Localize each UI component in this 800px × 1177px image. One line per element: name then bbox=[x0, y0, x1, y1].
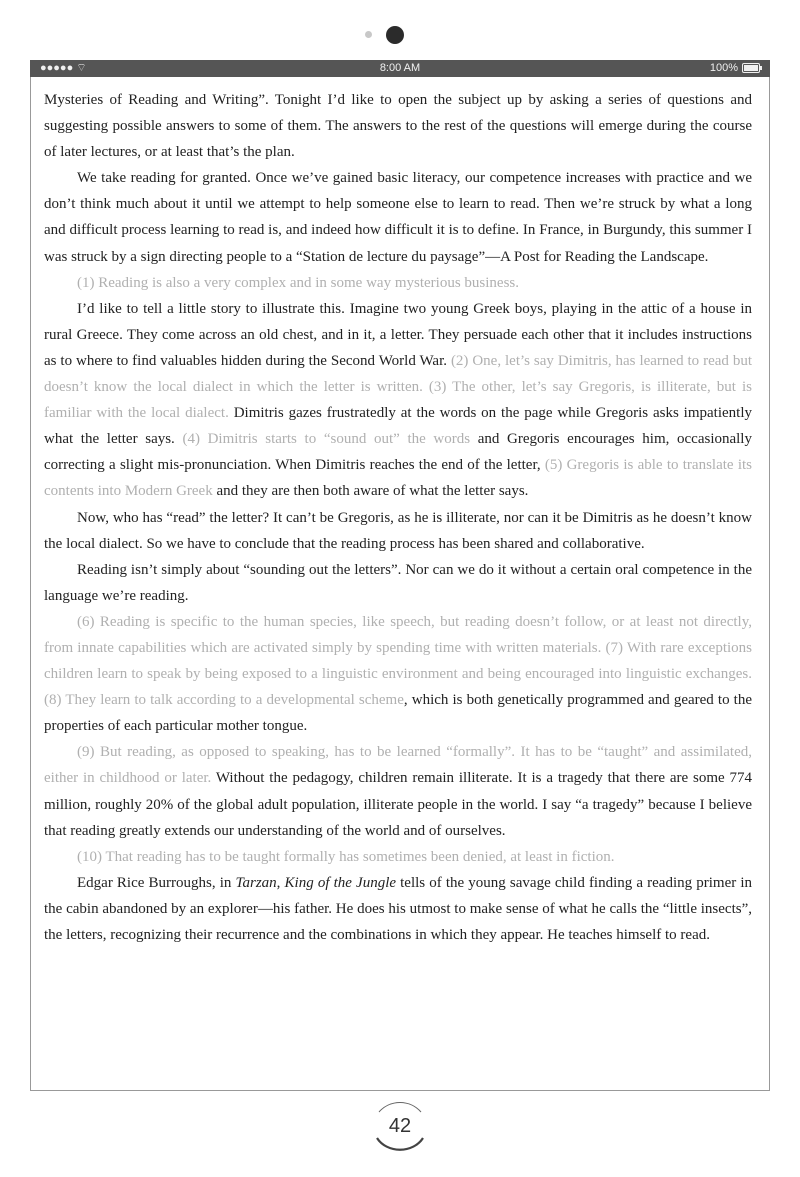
page-indicator-dots bbox=[0, 24, 800, 46]
faded-sentence: (10) That reading has to be taught formally has sometimes been denied, at least in fiction. bbox=[77, 848, 615, 865]
faded-sentence: (1) Reading is also a very complex and in some way mysterious business. bbox=[77, 274, 520, 291]
battery-status bbox=[710, 62, 760, 74]
page-dot-inactive[interactable] bbox=[365, 31, 372, 38]
signal-strength: ●●●●● bbox=[40, 62, 74, 74]
book-title: Tarzan bbox=[235, 874, 277, 891]
paragraph bbox=[44, 739, 752, 843]
faded-sentence: (2) One, let’s say Dimitris, has learned to read but doesn’t know the local dialect in which the letter is written. (3) The other, let’s say Gregoris, is illiterate, but is familiar with the local dialect. bbox=[44, 352, 752, 422]
text-segment: and they are then both aware of what the letter says. bbox=[212, 483, 529, 500]
status-bar bbox=[30, 60, 770, 77]
battery-icon bbox=[742, 63, 760, 73]
text-segment: and Gregoris encourages him, occasionally correcting a slight mis-pronunciation. When Dimitris reaches the end of the letter, bbox=[44, 431, 752, 474]
page-dot-active[interactable] bbox=[386, 26, 404, 44]
wifi-icon: ⌔ bbox=[76, 62, 87, 74]
text-segment: We take reading for granted. Once we’ve gained basic literacy, our competence increases with practice and we don’t think much about it until we attempt to help someone else to learn to read. Then we’re struck by what a long and difficult process learning to read is, and indeed how difficult it is to define. In France, in Burgundy, this summer I was struck by a sign directing people to a “Station de lecture du paysage”—A Post for Reading the Landscape. bbox=[44, 170, 752, 265]
paragraph bbox=[44, 609, 752, 739]
faded-sentence: (5) Gregoris is able to translate its contents into Modern Greek bbox=[44, 457, 752, 500]
faded-sentence: (6) Reading is specific to the human species, like speech, but reading doesn’t follow, or at least not directly, from innate capabilities which are activated simply by spending time with written materials. (7) With rare exceptions children learn to speak by being exposed to a linguistic environment and being encouraged into linguistic exchanges. (8) They learn to talk according to a developmental scheme bbox=[44, 613, 752, 709]
paragraph bbox=[44, 270, 752, 296]
text-segment: Dimitris gazes frustratedly at the words on the page while Gregoris asks impatiently what the letter says. bbox=[44, 405, 752, 448]
paragraph bbox=[44, 557, 752, 609]
battery-percent: 100% bbox=[709, 62, 738, 74]
paragraph bbox=[44, 505, 752, 557]
text-segment: tells of the young savage child finding a reading primer in the cabin abandoned by an explorer—his father. He does his utmost to make sense of what he calls the “little insects”, the letters, recognizing their recurrence and the combinations in which they appear. He teaches himself to read. bbox=[44, 874, 753, 943]
text-segment: Without the pedagogy, children remain illiterate. It is a tragedy that there are some 774 million, roughly 20% of the global adult population, illiterate people in the world. I say “a tragedy” because I believe that reading greatly extends our understanding of the world and of ourselves. bbox=[44, 770, 753, 839]
paragraph bbox=[44, 165, 752, 269]
text-segment: Now, who has “read” the letter? It can’t be Gregoris, as he is illiterate, nor can it be Dimitris as he doesn’t know the local dialect. So we have to conclude that the reading process has been shared and collaborative. bbox=[44, 509, 752, 552]
text-segment: Edgar Rice Burroughs, in bbox=[77, 874, 236, 891]
paragraph bbox=[44, 870, 752, 948]
text-segment: I’d like to tell a little story to illustrate this. Imagine two young Greek boys, playing in the attic of a house in rural Greece. They come across an old chest, and in it, a letter. They persuade each other that it includes instructions as to where to find valuables hidden during the Second World War. bbox=[44, 300, 752, 369]
page-number-badge bbox=[373, 1098, 427, 1156]
paragraph bbox=[44, 87, 752, 165]
text-segment: Mysteries of Reading and Writing”. Tonight I’d like to open the subject up by asking a series of questions and suggesting possible answers to some of them. The answers to the rest of the questions will emerge during the course of later lectures, or at least that’s the plan. bbox=[44, 92, 752, 161]
page-number: 42 bbox=[388, 1115, 412, 1137]
faded-sentence: (4) Dimitris starts to “sound out” the words bbox=[182, 431, 471, 448]
book-title: King of the Jungle bbox=[284, 874, 397, 891]
paragraph bbox=[44, 296, 752, 505]
text-segment: , bbox=[276, 874, 285, 891]
status-time: 8:00 AM bbox=[379, 62, 421, 74]
faded-sentence: (9) But reading, as opposed to speaking, has to be learned “formally”. It has to be “taught” and assimilated, either in childhood or later. bbox=[44, 744, 752, 787]
text-segment: , which is both genetically programmed and geared to the properties of each particular mother tongue. bbox=[44, 692, 752, 735]
page-body-text bbox=[44, 87, 752, 948]
text-segment: Reading isn’t simply about “sounding out the letters”. Nor can we do it without a certain oral competence in the language we’re reading. bbox=[44, 561, 752, 604]
paragraph bbox=[44, 844, 752, 870]
